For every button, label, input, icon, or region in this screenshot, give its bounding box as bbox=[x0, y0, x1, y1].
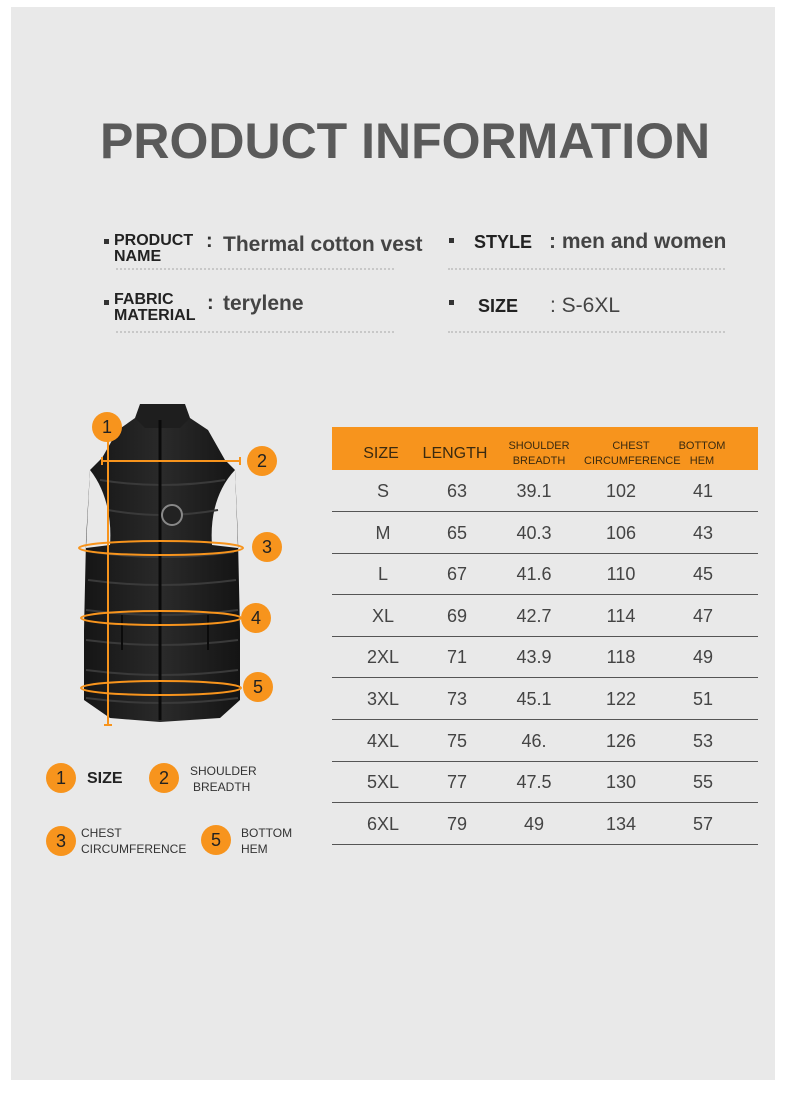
cell-size: 5XL bbox=[366, 772, 400, 793]
cell-bottom: 41 bbox=[692, 481, 714, 501]
cell-chest: 122 bbox=[605, 689, 637, 709]
cell-shoulder: 41.6 bbox=[516, 564, 552, 585]
cell-shoulder: 42.7 bbox=[516, 605, 552, 626]
colon: : bbox=[207, 292, 214, 314]
table-row bbox=[332, 804, 758, 845]
legend-badge-2: 2 bbox=[149, 763, 179, 793]
cell-length: 77 bbox=[446, 772, 468, 793]
table-row bbox=[332, 762, 758, 803]
legend-badge-1: 1 bbox=[46, 763, 76, 793]
bullet-icon bbox=[104, 239, 109, 244]
cell-chest: 134 bbox=[605, 813, 637, 834]
cell-bottom: 49 bbox=[692, 647, 714, 668]
cell-size: XL bbox=[371, 605, 395, 626]
cell-chest: 130 bbox=[605, 772, 637, 793]
cell-bottom: 43 bbox=[692, 522, 714, 543]
cell-size: 2XL bbox=[366, 647, 400, 668]
table-row bbox=[332, 596, 758, 637]
table-row bbox=[332, 679, 758, 720]
table-row bbox=[332, 554, 758, 595]
divider bbox=[116, 268, 394, 270]
page-title: PRODUCT INFORMATION bbox=[100, 113, 711, 169]
legend-badge-5: 5 bbox=[201, 825, 231, 855]
cell-length: 63 bbox=[446, 481, 468, 501]
cell-bottom: 45 bbox=[692, 564, 714, 585]
cell-bottom: 47 bbox=[692, 605, 714, 626]
measurement-badge-4: 4 bbox=[241, 603, 271, 633]
header-chest-circumference: CHEST CIRCUMFERENCE bbox=[584, 440, 681, 467]
header-size: SIZE bbox=[363, 445, 399, 462]
colon: : bbox=[206, 230, 213, 252]
cell-length: 75 bbox=[446, 730, 468, 751]
cell-chest: 110 bbox=[606, 564, 636, 585]
cell-bottom: 51 bbox=[692, 689, 714, 709]
header-shoulder-breadth: SHOULDER BREADTH bbox=[508, 440, 570, 467]
style-label: STYLE bbox=[474, 232, 533, 252]
cell-chest: 106 bbox=[605, 522, 637, 543]
cell-size: M bbox=[375, 522, 391, 543]
cell-length: 65 bbox=[446, 522, 468, 543]
cell-chest: 114 bbox=[606, 605, 636, 626]
measurement-badge-3: 3 bbox=[252, 532, 282, 562]
legend-bottom-hem: BOTTOM HEM bbox=[241, 826, 293, 856]
divider bbox=[116, 331, 394, 333]
cell-size: L bbox=[377, 564, 388, 585]
legend-size: SIZE bbox=[87, 770, 123, 787]
cell-length: 67 bbox=[446, 564, 468, 585]
bullet-icon bbox=[104, 300, 109, 305]
row-divider bbox=[332, 844, 758, 845]
cell-bottom: 57 bbox=[692, 813, 714, 834]
divider bbox=[448, 331, 725, 333]
fabric-material-label: FABRIC MATERIAL bbox=[114, 291, 196, 324]
cell-shoulder: 46. bbox=[521, 730, 547, 751]
table-row bbox=[332, 471, 758, 512]
size-table-header bbox=[332, 427, 758, 470]
bullet-icon bbox=[449, 238, 454, 243]
cell-shoulder: 40.3 bbox=[516, 522, 552, 543]
cell-size: 4XL bbox=[366, 730, 400, 751]
cell-chest: 118 bbox=[606, 647, 636, 668]
legend-chest-circumference: CHEST CIRCUMFERENCE bbox=[81, 826, 187, 856]
divider bbox=[448, 268, 725, 270]
header-length: LENGTH bbox=[422, 445, 488, 462]
cell-size: S bbox=[376, 481, 389, 501]
table-row bbox=[332, 637, 758, 678]
cell-shoulder: 49 bbox=[523, 813, 545, 834]
bullet-icon bbox=[449, 300, 454, 305]
cell-shoulder: 39.1 bbox=[516, 481, 552, 501]
legend-shoulder-breadth: SHOULDER BREADTH bbox=[190, 764, 257, 794]
cell-shoulder: 45.1 bbox=[516, 689, 552, 709]
table-row bbox=[332, 513, 758, 554]
header-bottom-hem: BOTTOM HEM bbox=[678, 440, 726, 467]
measurement-badge-1: 1 bbox=[92, 412, 122, 442]
cell-chest: 126 bbox=[605, 730, 637, 751]
cell-shoulder: 47.5 bbox=[516, 772, 552, 793]
style-value: : men and women bbox=[549, 230, 727, 253]
measurement-badge-5: 5 bbox=[243, 672, 273, 702]
cell-size: 6XL bbox=[366, 813, 400, 834]
cell-bottom: 53 bbox=[692, 730, 714, 751]
measurement-badge-2: 2 bbox=[247, 446, 277, 476]
fabric-material-value: terylene bbox=[223, 292, 304, 315]
size-value: : S-6XL bbox=[550, 294, 621, 317]
cell-length: 79 bbox=[446, 813, 468, 834]
size-label: SIZE bbox=[478, 296, 519, 316]
product-name-value: Thermal cotton vest bbox=[223, 233, 423, 256]
cell-bottom: 55 bbox=[692, 772, 714, 793]
table-row bbox=[332, 721, 758, 762]
cell-size: 3XL bbox=[366, 689, 400, 709]
cell-length: 71 bbox=[446, 647, 468, 668]
cell-chest: 102 bbox=[605, 481, 637, 501]
cell-length: 69 bbox=[446, 605, 468, 626]
cell-shoulder: 43.9 bbox=[516, 647, 552, 668]
legend-badge-3: 3 bbox=[46, 826, 76, 856]
cell-length: 73 bbox=[446, 689, 468, 709]
product-name-label: PRODUCT NAME bbox=[114, 232, 194, 265]
